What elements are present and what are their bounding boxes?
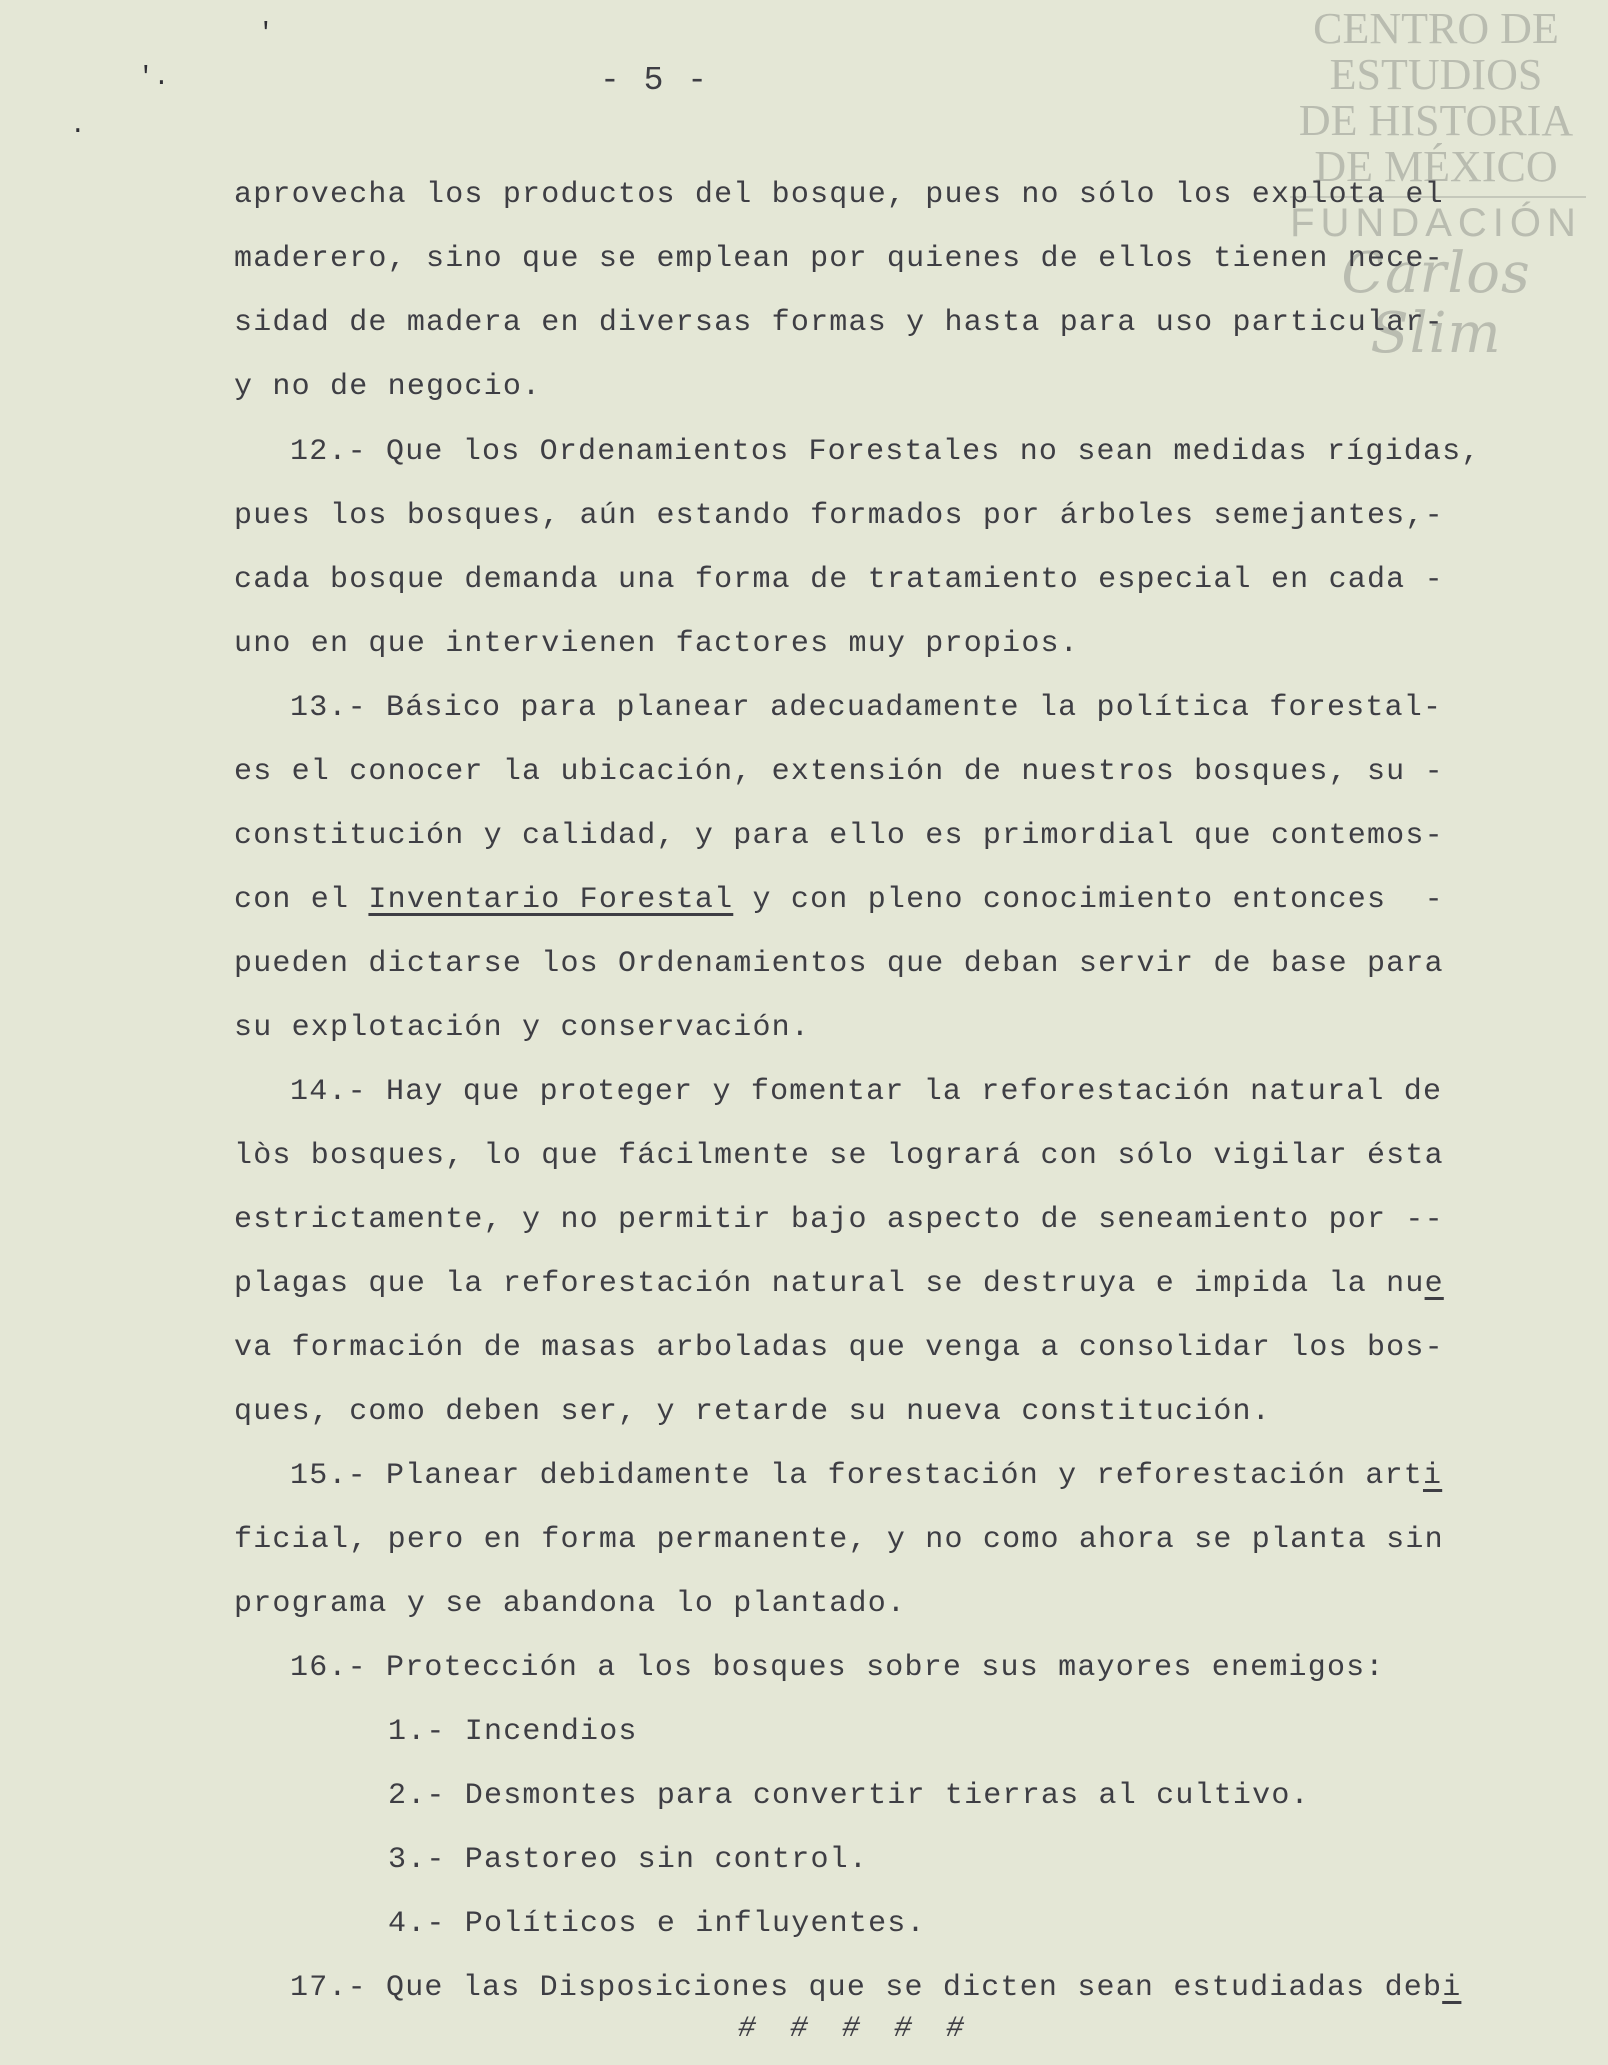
text-line: sidad de madera en diversas formas y hasta para uso particular- — [234, 306, 1444, 340]
item-14-line: va formación de masas arboladas que venga a consolidar los bos- — [234, 1331, 1444, 1365]
item-14-line — [234, 1267, 1444, 1301]
watermark-foundation: FUNDACIÓN — [1290, 201, 1582, 245]
watermark-line: DE MÉXICO — [1314, 142, 1558, 191]
item-14-line: lòs bosques, lo que fácilmente se logrará con sólo vigilar ésta — [234, 1139, 1444, 1173]
item-16-heading: 16.- Protección a los bosques sobre sus mayores enemigos: — [290, 1651, 1385, 1685]
item-13-line — [234, 883, 1444, 917]
text-segment: con el — [234, 883, 369, 917]
item-12-line: 12.- Que los Ordenamientos Forestales no sean medidas rígidas, — [290, 435, 1481, 469]
list-item: 2.- Desmontes para convertir tierras al cultivo. — [388, 1779, 1310, 1813]
item-13-line: constitución y calidad, y para ello es primordial que contemos- — [234, 819, 1444, 853]
list-item: 1.- Incendios — [388, 1715, 638, 1749]
item-12-line: uno en que intervienen factores muy propios. — [234, 627, 1079, 661]
item-13-line: 13.- Básico para planear adecuadamente la política forestal- — [290, 691, 1443, 725]
page-number: - 5 - — [600, 62, 710, 99]
text-segment: plagas que la reforestación natural se destruya e impida la nu — [234, 1267, 1425, 1301]
item-13-line: su explotación y conservación. — [234, 1011, 811, 1045]
margin-mark-top: ' — [258, 18, 274, 48]
item-13-line: es el conocer la ubicación, extensión de nuestros bosques, su - — [234, 755, 1444, 789]
underlined-hyphen-mark: i — [1442, 1971, 1462, 2005]
underlined-hyphen-mark: e — [1424, 1267, 1444, 1301]
item-13-line: pueden dictarse los Ordenamientos que deban servir de base para — [234, 947, 1444, 981]
item-14-line: ques, como deben ser, y retarde su nueva constitución. — [234, 1395, 1271, 1429]
watermark-line: DE HISTORIA — [1298, 96, 1574, 145]
item-15-line — [290, 1459, 1442, 1493]
item-14-line: estrictamente, y no permitir bajo aspecto de seneamiento por -- — [234, 1203, 1444, 1237]
text-line: aprovecha los productos del bosque, pues no sólo los explota el — [234, 178, 1444, 212]
list-item: 3.- Pastoreo sin control. — [388, 1843, 869, 1877]
margin-mark-left: '. — [138, 62, 170, 92]
item-15-line: ficial, pero en forma permanente, y no como ahora se planta sin — [234, 1523, 1444, 1557]
item-17-line — [290, 1971, 1461, 2005]
watermark-signature: Carlos Slim — [1341, 241, 1531, 366]
watermark-line: ESTUDIOS — [1329, 50, 1543, 99]
item-14-line: 14.- Hay que proteger y fomentar la reforestación natural de — [290, 1075, 1443, 1109]
margin-mark-lower: . — [70, 110, 86, 140]
text-line: maderero, sino que se emplean por quienes de ellos tienen nece- — [234, 242, 1444, 276]
watermark-line: CENTRO DE — [1313, 4, 1559, 53]
underlined-term-inventario-forestal: Inventario Forestal — [368, 883, 734, 917]
list-item: 4.- Políticos e influyentes. — [388, 1907, 926, 1941]
end-of-page-mark: # # # # # — [738, 2012, 973, 2046]
underlined-hyphen-mark: i — [1422, 1459, 1443, 1493]
item-12-line: cada bosque demanda una forma de tratamiento especial en cada - — [234, 563, 1444, 597]
text-segment: 17.- Que las Disposiciones que se dicten sean estudiadas deb — [290, 1971, 1443, 2005]
text-segment: y con pleno conocimiento entonces - — [733, 883, 1444, 917]
item-15-line: programa y se abandona lo plantado. — [234, 1587, 907, 1621]
item-12-line: pues los bosques, aún estando formados por árboles semejantes,- — [234, 499, 1444, 533]
text-segment: 15.- Planear debidamente la forestación y reforestación art — [290, 1459, 1423, 1493]
text-line: y no de negocio. — [234, 370, 542, 404]
